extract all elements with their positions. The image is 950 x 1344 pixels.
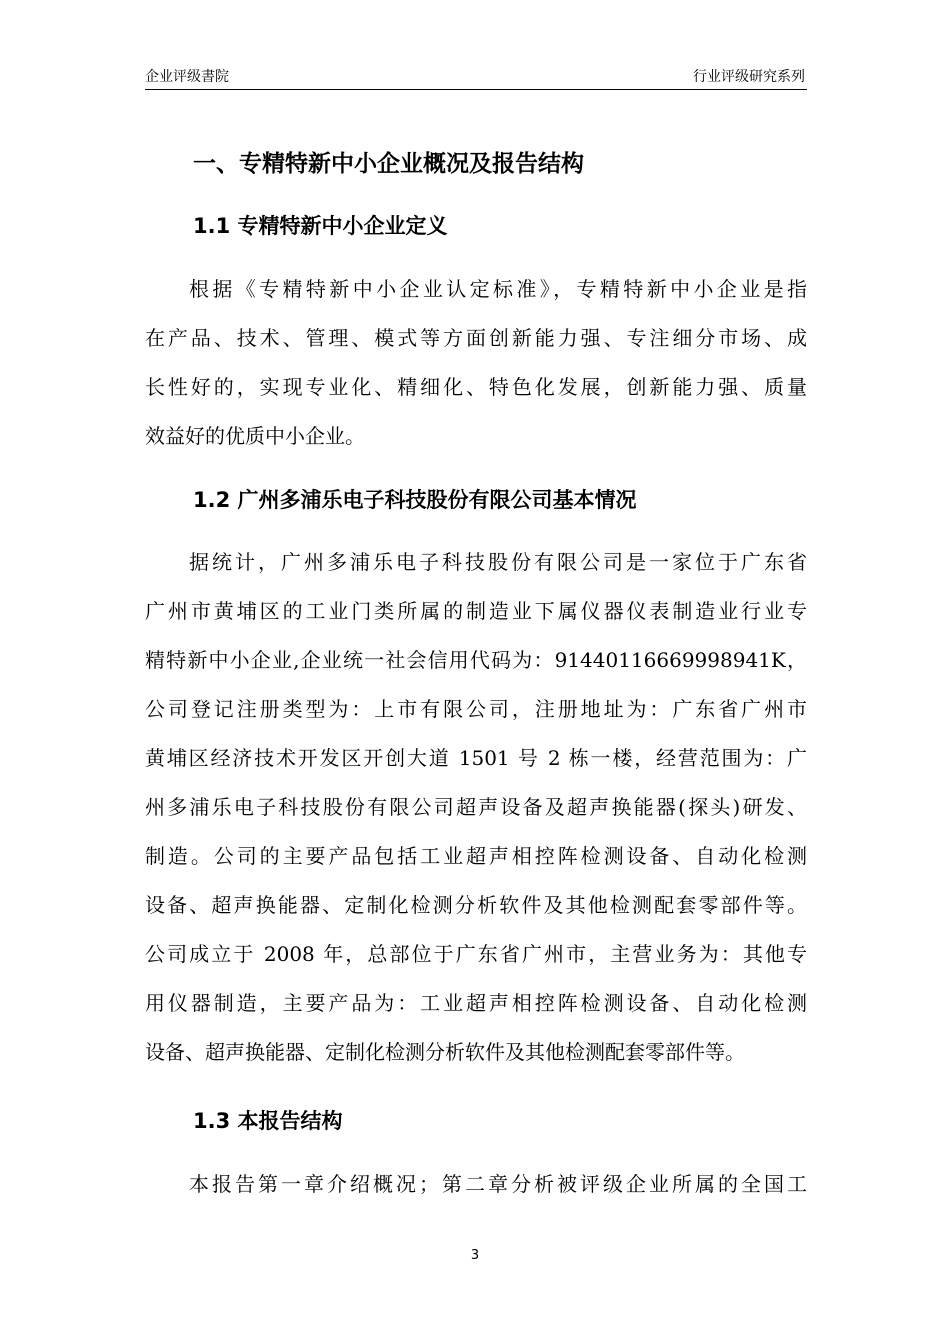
paragraph-line: 制造。公司的主要产品包括工业超声相控阵检测设备、自动化检测 <box>145 844 807 868</box>
paragraph-line: 广州市黄埔区的工业门类所属的制造业下属仪器仪表制造业行业专 <box>145 599 807 623</box>
paragraph-line: 黄埔区经济技术开发区开创大道 1501 号 2 栋一楼，经营范围为：广 <box>145 746 807 770</box>
paragraph-line: 据统计，广州多浦乐电子科技股份有限公司是一家位于广东省 <box>189 550 807 574</box>
chapter-title: 一、专精特新中小企业概况及报告结构 <box>193 151 584 177</box>
section-title-1-1: 1.1 专精特新中小企业定义 <box>193 214 448 238</box>
header-divider <box>145 89 807 90</box>
paragraph-1-3 <box>145 1160 807 1209</box>
paragraph-1-2 <box>145 538 807 1077</box>
paragraph-line: 精特新中小企业,企业统一社会信用代码为：91440116669998941K， <box>145 648 807 672</box>
paragraph-line: 公司成立于 2008 年，总部位于广东省广州市，主营业务为：其他专 <box>145 942 807 966</box>
paragraph-line: 根据《专精特新中小企业认定标准》，专精特新中小企业是指 <box>189 277 807 301</box>
header-right-text: 行业评级研究系列 <box>693 69 805 85</box>
paragraph-line: 州多浦乐电子科技股份有限公司超声设备及超声换能器(探头)研发、 <box>145 795 807 819</box>
header-left-text: 企业评级書院 <box>145 69 229 85</box>
paragraph-line: 长性好的，实现专业化、精细化、特色化发展，创新能力强、质量 <box>145 375 807 399</box>
paragraph-line: 设备、超声换能器、定制化检测分析软件及其他检测配套零部件等。 <box>145 1040 745 1064</box>
section-title-1-3: 1.3 本报告结构 <box>193 1109 343 1133</box>
paragraph-line: 设备、超声换能器、定制化检测分析软件及其他检测配套零部件等。 <box>145 893 807 917</box>
section-title-1-2: 1.2 广州多浦乐电子科技股份有限公司基本情况 <box>193 488 637 512</box>
paragraph-1-1 <box>145 265 807 461</box>
paragraph-line: 公司登记注册类型为：上市有限公司，注册地址为：广东省广州市 <box>145 697 807 721</box>
paragraph-line: 在产品、技术、管理、模式等方面创新能力强、专注细分市场、成 <box>145 326 807 350</box>
paragraph-line: 效益好的优质中小企业。 <box>145 424 365 448</box>
paragraph-line: 用仪器制造，主要产品为：工业超声相控阵检测设备、自动化检测 <box>145 991 807 1015</box>
paragraph-line: 本报告第一章介绍概况；第二章分析被评级企业所属的全国工 <box>189 1172 807 1196</box>
page-number: 3 <box>470 1248 480 1263</box>
